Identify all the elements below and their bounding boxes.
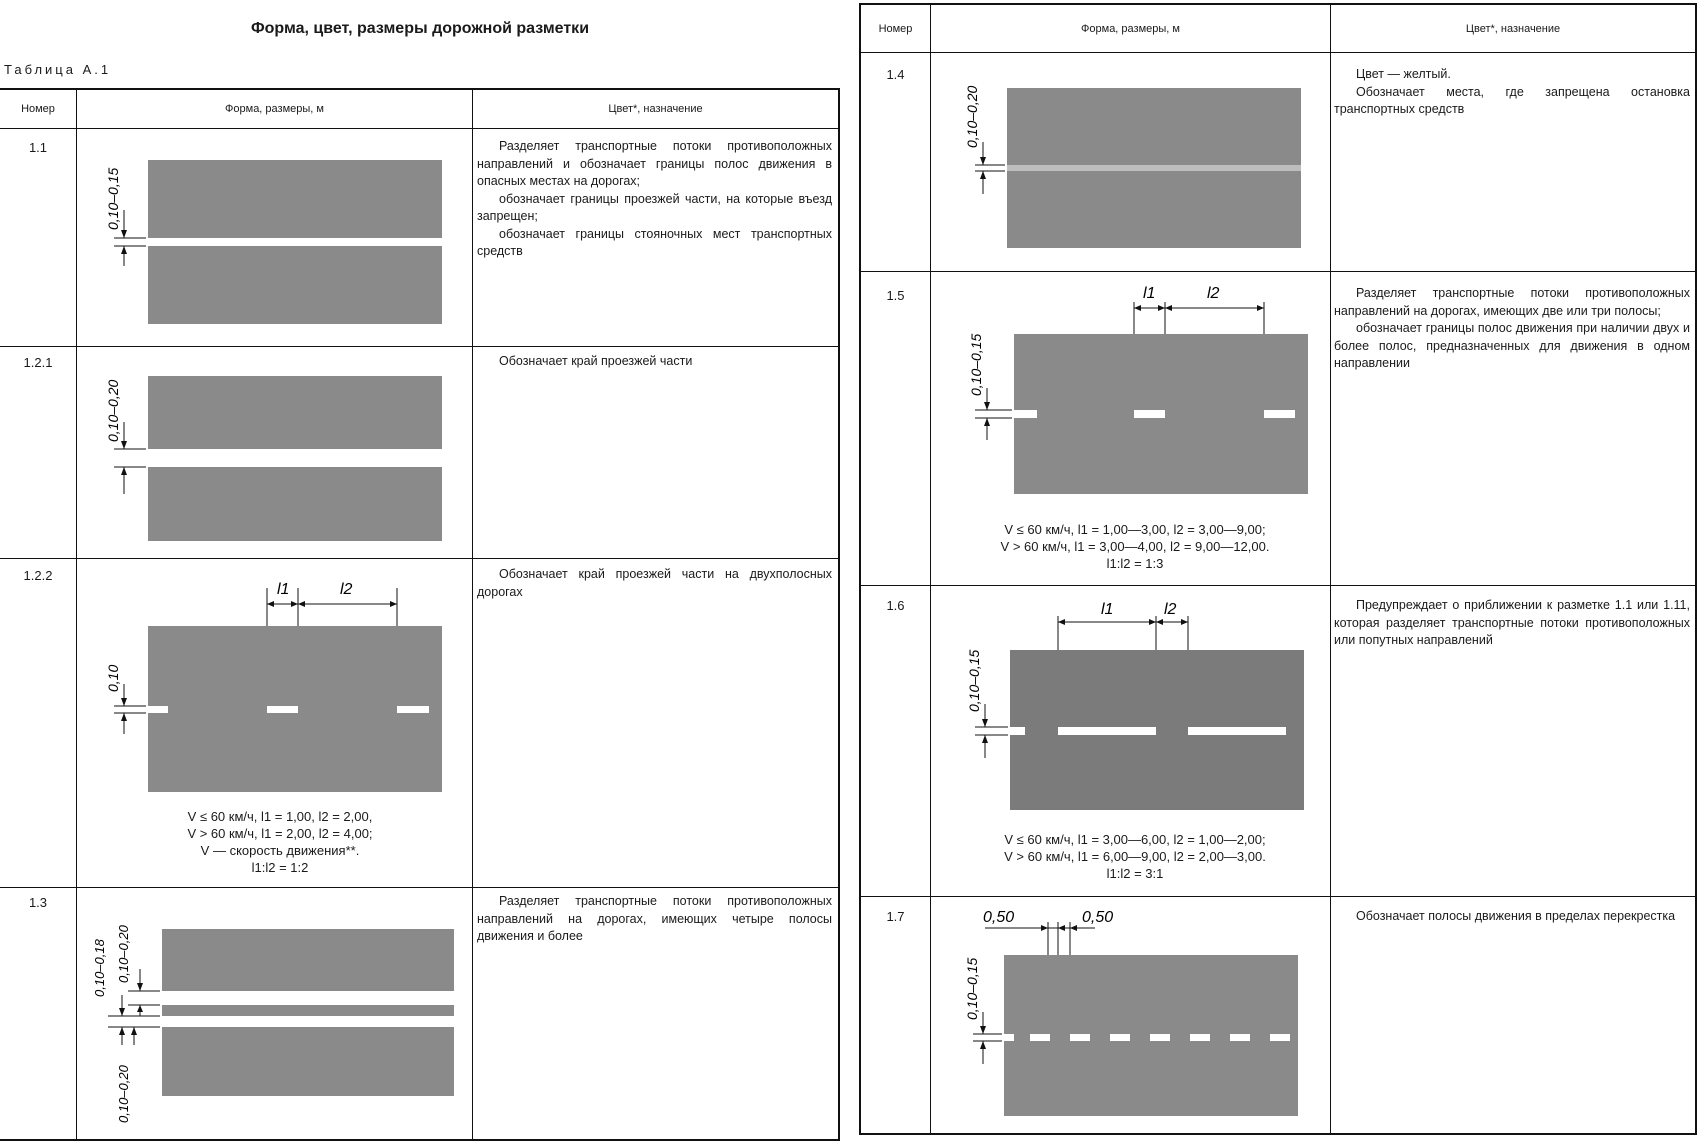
dash-mark bbox=[1150, 1034, 1170, 1041]
row-description: Обозначает полосы движения в пределах перекрестка bbox=[1356, 909, 1676, 923]
dimension-label: 0,10–0,20 bbox=[116, 1065, 131, 1123]
marking-1-1-diagram bbox=[100, 140, 460, 340]
dimension-label: 0,10–0,20 bbox=[105, 379, 121, 442]
speed-note: V ≤ 60 км/ч, l1 = 3,00—6,00, l2 = 1,00—2,00; V > 60 км/ч, l1 = 6,00—9,00, l2 = 2,00—3,00. l1:l2 = 3:1 bbox=[1004, 832, 1266, 881]
road-surface bbox=[148, 467, 442, 541]
header-form: Форма, размеры, м bbox=[225, 103, 324, 115]
dash-mark bbox=[1004, 1034, 1014, 1041]
row-number: 1.2.2 bbox=[23, 568, 53, 583]
dimension-label: l2 bbox=[1207, 285, 1220, 302]
dimension-label: 0,10–0,18 bbox=[92, 939, 107, 997]
speed-note: V ≤ 60 км/ч, l1 = 1,00, l2 = 2,00, V > 60 км/ч, l1 = 2,00, l2 = 4,00; V — скорость движения**. l1:l2 = 1:2 bbox=[187, 809, 373, 875]
header-form: Форма, размеры, м bbox=[1081, 22, 1180, 35]
marking-1-7-diagram bbox=[955, 900, 1325, 1125]
dimension-label: l1 bbox=[1101, 601, 1114, 618]
dash-mark bbox=[1270, 1034, 1290, 1041]
dimension-label: 0,50 bbox=[983, 909, 1015, 926]
dash-mark bbox=[1110, 1034, 1130, 1041]
row-description: Обозначает край проезжей части bbox=[499, 354, 693, 368]
yellow-line-mark bbox=[1007, 165, 1301, 171]
dash-mark bbox=[1188, 727, 1286, 735]
row-number: 1.1 bbox=[28, 140, 48, 155]
dash-mark bbox=[1134, 410, 1165, 418]
marking-1-2-2-diagram bbox=[100, 568, 460, 798]
row-number: 1.4 bbox=[886, 67, 905, 82]
dash-mark bbox=[148, 706, 168, 713]
marking-1-5-diagram bbox=[955, 280, 1325, 500]
table-caption: Таблица А.1 bbox=[4, 62, 112, 77]
row-description: Предупреждает о приближении к разметке 1.1 или 1.11, которая разделяет транспортные потоки противоположных или попутных направлений bbox=[1334, 598, 1690, 647]
dash-mark bbox=[1010, 727, 1025, 735]
dash-mark bbox=[1230, 1034, 1250, 1041]
page-title: Форма, цвет, размеры дорожной разметки bbox=[250, 20, 590, 37]
row-number: 1.5 bbox=[886, 288, 905, 303]
dash-mark bbox=[1058, 727, 1156, 735]
row-number: 1.2.1 bbox=[23, 355, 53, 370]
dimension-label: 0,50 bbox=[1082, 909, 1114, 926]
dash-mark bbox=[1070, 1034, 1090, 1041]
header-color: Цвет*, назначение bbox=[608, 103, 703, 115]
road-surface bbox=[162, 1027, 454, 1096]
dimension-label: 0,10–0,15 bbox=[966, 649, 982, 712]
dash-mark bbox=[1264, 410, 1295, 418]
row-number: 1.7 bbox=[886, 909, 905, 924]
marking-1-6-diagram bbox=[955, 594, 1325, 814]
row-number: 1.6 bbox=[886, 598, 905, 613]
dash-mark bbox=[397, 706, 429, 713]
header-number: Номер bbox=[21, 103, 55, 115]
dimension-label: 0,10 bbox=[105, 664, 121, 692]
row-description: Цвет — желтый. Обозначает места, где запрещена остановка транспортных средств bbox=[1334, 67, 1690, 116]
row-number: 1.3 bbox=[28, 895, 48, 910]
dimension-label: 0,10–0,15 bbox=[105, 167, 121, 230]
dash-mark bbox=[1190, 1034, 1210, 1041]
dimension-label: l2 bbox=[340, 581, 353, 598]
header-color: Цвет*, назначение bbox=[1465, 22, 1561, 35]
marking-1-4-diagram bbox=[955, 70, 1325, 260]
row-description: Разделяет транспортные потоки противоположных направлений и обозначает границы полос движения в опасных местах на дорогах; обозначает границы проезжей части, на которые въезд запрещен; обозначает границы стояночных мест транспортных средств bbox=[477, 139, 832, 258]
road-surface bbox=[148, 160, 442, 238]
header-number: Номер bbox=[878, 22, 913, 35]
row-description: Обозначает край проезжей части на двухполосных дорогах bbox=[477, 567, 832, 599]
speed-note: V ≤ 60 км/ч, l1 = 1,00—3,00, l2 = 3,00—9,00; V > 60 км/ч, l1 = 3,00—4,00, l2 = 9,00—12,00. l1:l2 = 1:3 bbox=[1000, 522, 1270, 571]
road-surface bbox=[162, 1005, 454, 1016]
row-description: Разделяет транспортные потоки противоположных направлений на дорогах, имеющих четыре полосы движения и более bbox=[477, 894, 832, 943]
dash-mark bbox=[1030, 1034, 1050, 1041]
dimension-label: 0,10–0,20 bbox=[964, 85, 980, 148]
dash-mark bbox=[1014, 410, 1037, 418]
dash-mark bbox=[267, 706, 298, 713]
marking-1-3-diagram bbox=[88, 895, 468, 1135]
road-surface bbox=[162, 929, 454, 991]
dimension-label: l1 bbox=[1143, 285, 1156, 302]
dimension-label: 0,10–0,15 bbox=[968, 333, 984, 396]
dimension-label: l1 bbox=[277, 581, 290, 598]
row-description: Разделяет транспортные потоки противоположных направлений на дорогах, имеющих две или три полосы; обозначает границы полос движения при наличии двух и более полос, предназначенных для движения в одном направлении bbox=[1334, 286, 1690, 370]
dimension-label: l2 bbox=[1164, 601, 1177, 618]
dimension-label: 0,10–0,20 bbox=[116, 925, 131, 983]
dimension-label: 0,10–0,15 bbox=[964, 957, 980, 1020]
marking-1-2-1-diagram bbox=[100, 356, 460, 546]
road-surface bbox=[148, 376, 442, 449]
road-surface bbox=[148, 246, 442, 324]
